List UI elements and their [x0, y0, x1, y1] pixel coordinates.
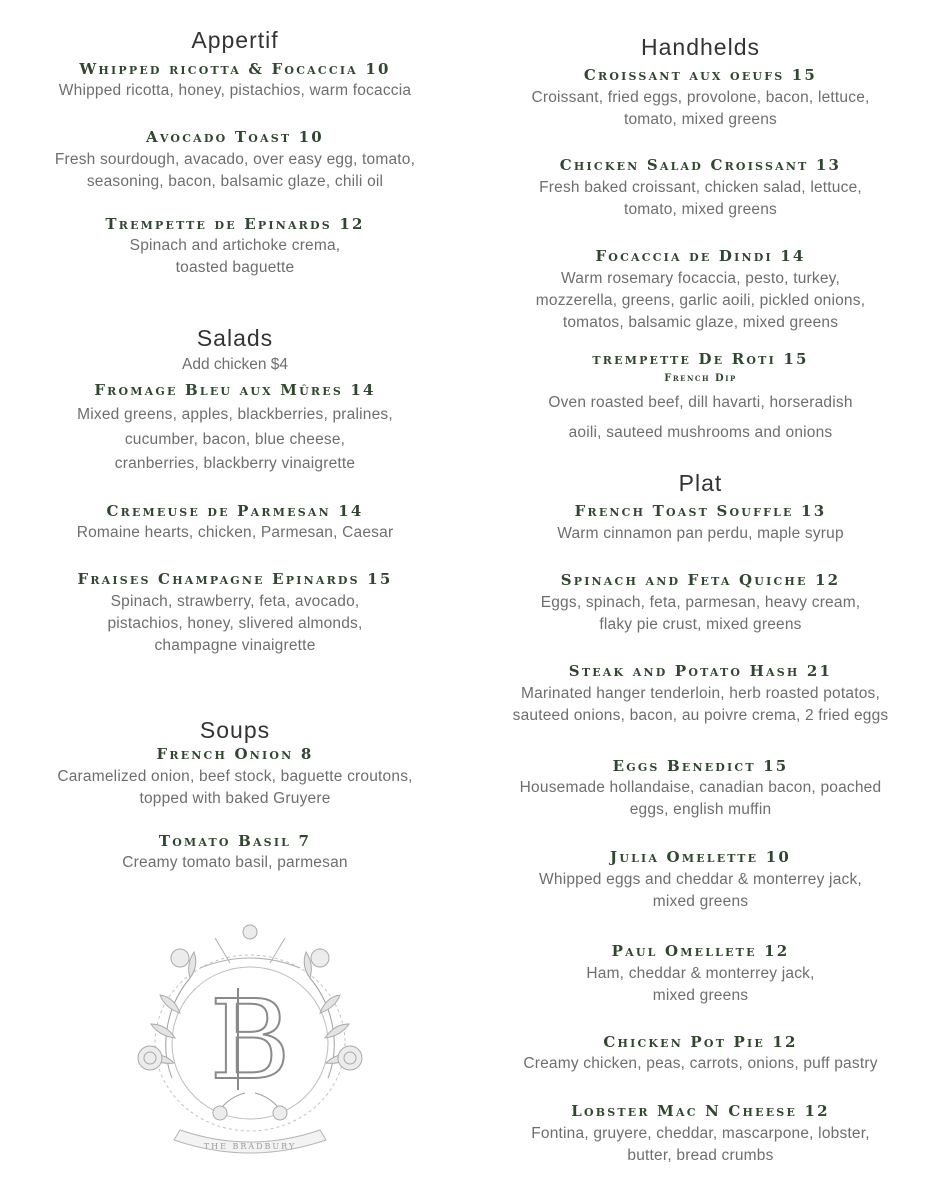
- section-heading-soups: Soups: [199, 717, 271, 743]
- menu-item-title: French Toast Souffle 13: [574, 502, 827, 520]
- menu-item-description: Mixed greens, apples, blackberries, pralines, cucumber, bacon, blue cheese, cranberries, blackberry vinaigrette: [77, 406, 393, 472]
- menu-item-description: Fresh sourdough, avacado, over easy egg, tomato, seasoning, bacon, balsamic glaze, chili oil: [54, 151, 416, 190]
- menu-item-title: Steak and Potato Hash 21: [568, 662, 833, 680]
- menu-item-description: Croissant, fried eggs, provolone, bacon, lettuce, tomato, mixed greens: [531, 89, 870, 128]
- menu-item-title: Avocado Toast 10: [146, 128, 324, 146]
- menu-item-title: trempette De Roti 15: [592, 350, 809, 368]
- menu-item-description: Creamy chicken, peas, carrots, onions, puff pastry: [523, 1055, 878, 1072]
- menu-item-description: Oven roasted beef, dill havarti, horseradish aoili, sauteed mushrooms and onions: [548, 394, 853, 441]
- menu-item-description: Whipped eggs and cheddar & monterrey jack, mixed greens: [539, 871, 862, 910]
- menu-item-description: Fontina, gruyere, cheddar, mascarpone, lobster, butter, bread crumbs: [531, 1125, 870, 1164]
- menu-item-description: Creamy tomato basil, parmesan: [122, 854, 348, 871]
- menu-item-description: Warm rosemary focaccia, pesto, turkey, mozzerella, greens, garlic aoili, pickled onions, tomatos, balsamic glaze, mixed greens: [535, 270, 866, 331]
- menu-item-subtitle: French Dip: [664, 373, 737, 384]
- menu-item-title: Trempette de Epinards 12: [105, 215, 365, 233]
- menu-item-title: Chicken Salad Croissant 13: [559, 156, 842, 174]
- menu-item-title: Whipped ricotta & Focaccia 10: [79, 60, 391, 78]
- section-heading-salads: Salads: [196, 325, 274, 351]
- menu-item-title: Fromage Bleu aux Mûres 14: [94, 381, 376, 399]
- menu-item-title: French Onion 8: [156, 745, 314, 763]
- menu-item-title: Eggs Benedict 15: [612, 757, 789, 775]
- menu-item-title: Focaccia de Dindi 14: [595, 247, 806, 265]
- logo-text: THE BRADBURY: [203, 1142, 297, 1151]
- salads-note: Add chicken $4: [182, 356, 288, 373]
- menu-item-description: Caramelized onion, beef stock, baguette croutons, topped with baked Gruyere: [57, 768, 413, 807]
- menu-item-title: Julia Omelette 10: [610, 848, 791, 866]
- menu-item-title: Lobster Mac N Cheese 12: [571, 1102, 830, 1120]
- menu-item-description: Spinach and artichoke crema, toasted baguette: [129, 237, 341, 276]
- menu-item-description: Eggs, spinach, feta, parmesan, heavy cream, flaky pie crust, mixed greens: [540, 594, 861, 633]
- section-heading-handhelds: Handhelds: [641, 34, 760, 60]
- menu-item-title: Chicken Pot Pie 12: [603, 1033, 798, 1051]
- bradbury-crest-icon: [120, 918, 380, 1168]
- menu-item-title: Cremeuse de Parmesan 14: [106, 502, 364, 520]
- section-heading-appetizers: Appertif: [191, 27, 279, 53]
- logo-monogram: B: [209, 976, 291, 1104]
- menu-item-description: Fresh baked croissant, chicken salad, lettuce, tomato, mixed greens: [539, 179, 862, 218]
- menu-item-title: Paul Omellete 12: [611, 942, 790, 960]
- section-heading-plat: Plat: [678, 470, 723, 496]
- menu-item-description: Romaine hearts, chicken, Parmesan, Caesar: [76, 524, 394, 541]
- menu-item-title: Spinach and Feta Quiche 12: [560, 571, 841, 589]
- menu-item-title: Tomato Basil 7: [158, 832, 312, 850]
- menu-item-description: Housemade hollandaise, canadian bacon, poached eggs, english muffin: [519, 779, 882, 818]
- menu-item-description: Ham, cheddar & monterrey jack, mixed greens: [586, 965, 815, 1004]
- menu-item-title: Croissant aux oeufs 15: [583, 66, 818, 84]
- menu-item-description: Marinated hanger tenderloin, herb roasted potatos, sauteed onions, bacon, au poivre crema, 2 fried eggs: [512, 685, 889, 724]
- menu-item-description: Spinach, strawberry, feta, avocado, pistachios, honey, slivered almonds, champagne vinaigrette: [107, 593, 363, 654]
- menu-item-title: Fraises Champagne Epinards 15: [77, 570, 393, 588]
- menu-item-description: Whipped ricotta, honey, pistachios, warm focaccia: [58, 82, 412, 99]
- menu-item-description: Warm cinnamon pan perdu, maple syrup: [557, 525, 844, 542]
